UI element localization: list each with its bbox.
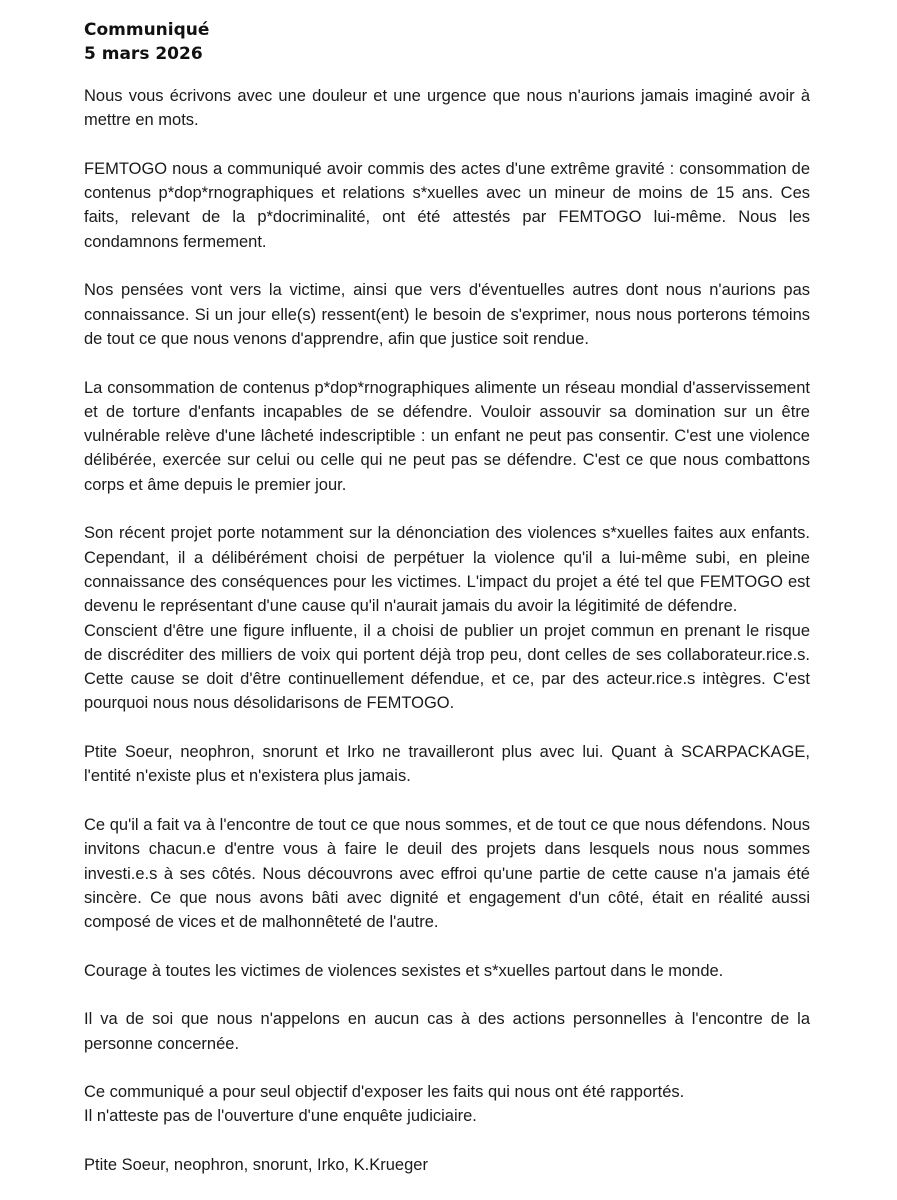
paragraph-collaborators: Ptite Soeur, neophron, snorunt et Irko ne travailleront plus avec lui. Quant à SCARPACKAGE, l'entité n'existe plus et n'existera plus jamais. [84,743,810,786]
paragraph-no-investigation: Il n'atteste pas de l'ouverture d'une enquête judiciaire. [84,1107,477,1126]
paragraph-consumption: La consommation de contenus p*dop*rnographiques alimente un réseau mondial d'asservissement et de torture d'enfants incapables de se défendre. Vouloir assouvir sa domination sur un être vulnérable relève d'une lâcheté indescriptible : un enfant ne peut pas consentir. C'est une violence délibérée, exercée sur celui ou celle qui ne peut pas se défendre. C'est ce que nous combattons corps et âme depuis le premier jour. [84,378,810,494]
paragraph-objective: Ce communiqué a pour seul objectif d'exposer les faits qui nous ont été rapportés. [84,1083,685,1102]
paragraph-project: Son récent projet porte notamment sur la dénonciation des violences s*xuelles faites aux enfants. Cependant, il a délibérément choisi de perpétuer la violence qu'il a lui-même subi, en pleine connaissance des conséquences pour les victimes. L'impact du projet a été tel que FEMTOGO est devenu le représentant d'une cause qu'il n'aurait jamais du avoir la légitimité de défendre. [84,524,810,616]
communique-document [84,18,810,1177]
document-date: 5 mars 2026 [84,44,203,64]
signature-line: Ptite Soeur, neophron, snorunt, Irko, K.Krueger [84,1156,428,1175]
paragraph-victims: Nos pensées vont vers la victime, ainsi que vers d'éventuelles autres dont nous n'aurions pas connaissance. Si un jour elle(s) ressent(ent) le besoin de s'exprimer, nous nous porterons témoins de tout ce que nous venons d'apprendre, afin que justice soit rendue. [84,281,810,348]
paragraph-intro: Nous vous écrivons avec une douleur et une urgence que nous n'aurions jamais imaginé avoir à mettre en mots. [84,87,810,130]
paragraph-influence: Conscient d'être une figure influente, il a choisi de publier un projet commun en prenant le risque de discréditer des milliers de voix qui portent déjà trop peu, dont celles de ses collaborateur.rice.s. Cette cause se doit d'être continuellement défendue, et ce, par des acteur.rice.s intègres. C'est pourquoi nous nous désolidarisons de FEMTOGO. [84,621,810,713]
document-body [84,84,810,1177]
paragraph-against: Ce qu'il a fait va à l'encontre de tout ce que nous sommes, et de tout ce que nous défendons. Nous invitons chacun.e d'entre vous à faire le deuil des projets dans lesquels nous nous sommes investi.e.s à ses côtés. Nous découvrons avec effroi qu'une partie de cette cause n'a jamais été sincère. Ce que nous avons bâti avec dignité et engagement d'un côté, était en réalité aussi composé de vices et de malhonnêteté de l'autre. [84,815,810,932]
document-title: Communiqué [84,20,210,40]
paragraph-courage: Courage à toutes les victimes de violences sexistes et s*xuelles partout dans le monde. [84,961,724,980]
paragraph-facts: FEMTOGO nous a communiqué avoir commis des actes d'une extrême gravité : consommation de contenus p*dop*rnographiques et relations s*xuelles avec un mineur de moins de 15 ans. Ces faits, relevant de la p*docriminalité, ont été attestés par FEMTOGO lui-même. Nous les condamnons fermement. [84,159,810,251]
paragraph-no-actions: Il va de soi que nous n'appelons en aucun cas à des actions personnelles à l'encontre de la personne concernée. [84,1010,810,1053]
